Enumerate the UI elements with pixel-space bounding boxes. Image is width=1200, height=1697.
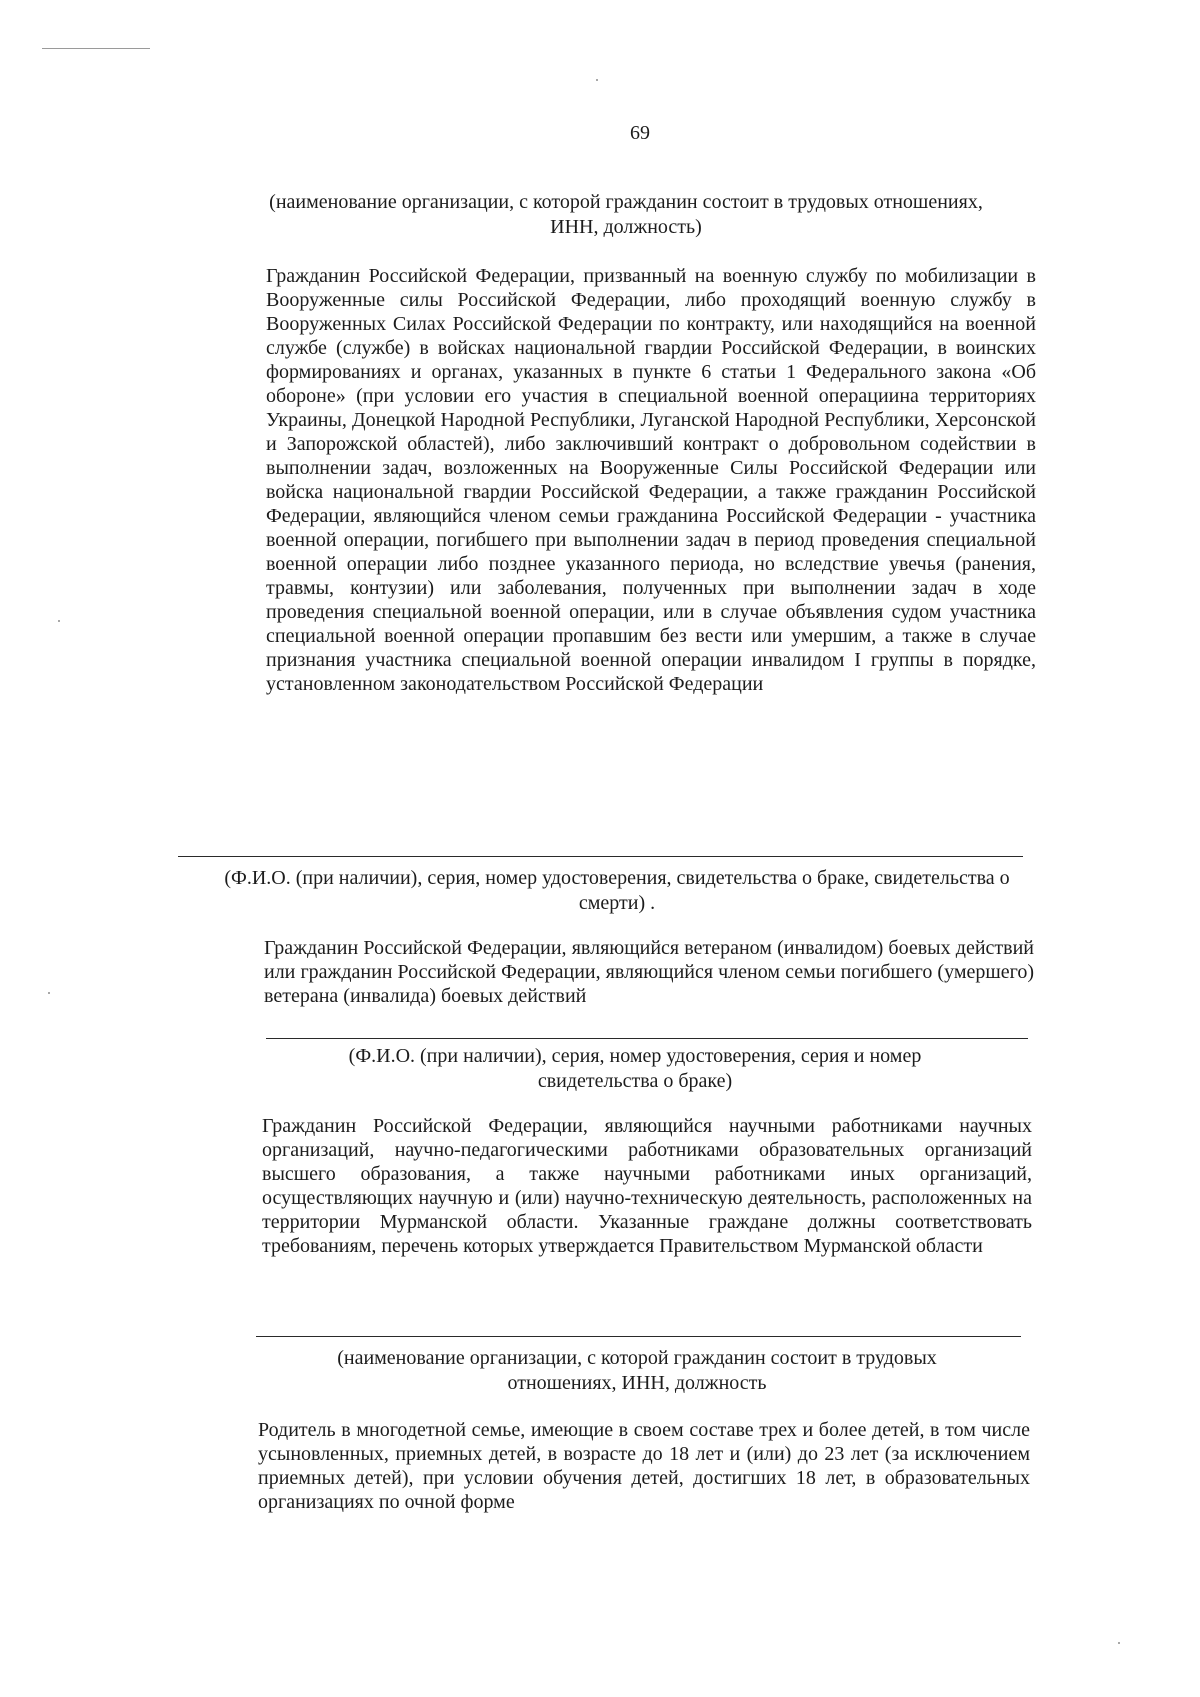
field-caption-name-marriage: (Ф.И.О. (при наличии), серия, номер удостоверения, серия и номер свидетельства о браке) [348,1045,922,1092]
scan-speck [58,620,60,622]
page-number: 69 [630,122,650,144]
fill-in-line [266,1038,1028,1039]
field-caption-organization: (наименование организации, с которой гражданин состоит в трудовых отношениях, ИНН, должность) [269,191,983,238]
fill-in-line [256,1336,1021,1337]
field-caption-organization: (наименование организации, с которой гражданин состоит в трудовых отношениях, ИНН, должность [337,1347,937,1394]
category-paragraph-scientist: Гражданин Российской Федерации, являющийся научными работниками научных организаций, научно-педагогическими работниками образовательных организаций высшего образования, а также научными работниками иных организаций, осуществляющих научную и (или) научно-техническую деятельность, расположенных на территории Мурманской области. Указанные граждане должны соответствовать требованиям, перечень которых утверждается Правительством Мурманской области [262,1115,1032,1257]
category-paragraph-large-family: Родитель в многодетной семье, имеющие в своем составе трех и более детей, в том числе усыновленных, приемных детей, в возрасте до 18 лет и (или) до 23 лет (за исключением приемных детей), при условии обучения детей, достигших 18 лет, в образовательных организациях по очной форме [258,1419,1030,1513]
scan-speck [596,79,598,81]
category-paragraph-mobilized: Гражданин Российской Федерации, призванный на военную службу по мобилизации в Вооруженные силы Российской Федерации, либо проходящий военную службу в Вооруженных Силах Российской Федерации по контракту, или находящийся на военной службе (службе) в войсках национальной гвардии Российской Федерации, в воинских формированиях и органах, указанных в пункте 6 статьи 1 Федерального закона «Об обороне» (при условии его участия в специальной военной операциина территориях Украины, Донецкой Народной Республики, Луганской Народной Республики, Херсонской и Запорожской областей), либо заключивший контракт о добровольном содействии в выполнении задач, возложенных на Вооруженные Силы Российской Федерации или войска национальной гвардии Российской Федерации, а также гражданин Российской Федерации, являющийся членом семьи гражданина Российской Федерации - участника военной операции, погибшего при выполнении задач в период проведения специальной военной операции либо позднее указанного периода, но вследствие увечья (ранения, травмы, контузии) или заболевания, полученных при выполнении задач в ходе проведения специальной военной операции, или в случае объявления судом участника специальной военной операции пропавшим без вести или умершим, а также в случае признания участника специальной военной операции инвалидом I группы в порядке, установленном законодательством Российской Федерации [266,265,1036,695]
scan-artifact-line [42,48,150,49]
scan-speck [1118,1642,1120,1644]
fill-in-line [178,856,1023,857]
scan-speck [48,992,50,994]
category-paragraph-veteran: Гражданин Российской Федерации, являющийся ветераном (инвалидом) боевых действий или гражданин Российской Федерации, являющийся членом семьи погибшего (умершего) ветерана (инвалида) боевых действий [264,937,1034,1007]
field-caption-name-certificate: (Ф.И.О. (при наличии), серия, номер удостоверения, свидетельства о браке, свидетельства о смерти) . [224,867,1010,914]
